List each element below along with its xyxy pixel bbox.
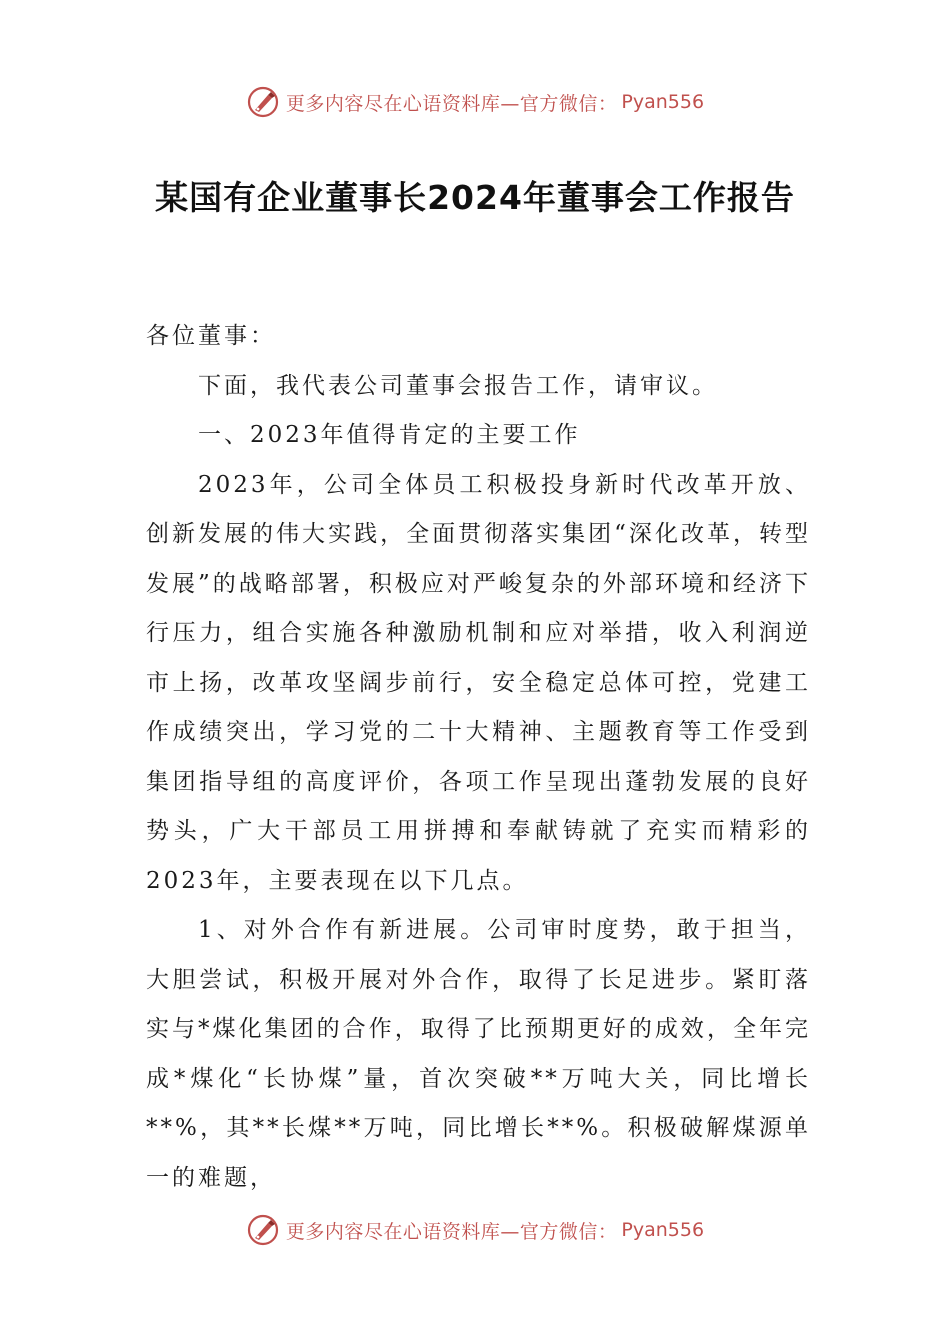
watermark-footer (0, 1210, 950, 1250)
paragraph-cooperation: 1、对外合作有新进展。公司审时度势，敢于担当，大胆尝试，积极开展对外合作，取得了长足进步。紧盯落实与*煤化集团的合作，取得了比预期更好的成效，全年完成*煤化“长协煤”量，首次突破**万吨大关，同比增长**%，其**长煤**万吨，同比增长**%。积极破解煤源单一的难题， (146, 917, 811, 1191)
watermark-text: 更多内容尽在心语资料库—官方微信： (285, 92, 618, 115)
pen-nib-logo-icon (246, 1213, 280, 1247)
paragraph-intro: 下面，我代表公司董事会报告工作，请审议。 (198, 372, 718, 399)
pen-nib-logo-icon (246, 85, 280, 119)
watermark-header (0, 82, 950, 122)
document-title: 某国有企业董事长2024年董事会工作报告 (155, 178, 795, 217)
salutation: 各位董事： (146, 323, 276, 349)
document-body (146, 312, 811, 1203)
watermark-text: 更多内容尽在心语资料库—官方微信： (285, 1220, 618, 1243)
watermark-wechat-id: Pyan556 (621, 91, 705, 113)
watermark-wechat-id: Pyan556 (621, 1219, 705, 1241)
paragraph-summary-2023: 2023年，公司全体员工积极投身新时代改革开放、创新发展的伟大实践，全面贯彻落实集团“深化改革，转型发展”的战略部署，积极应对严峻复杂的外部环境和经济下行压力，组合实施各种激励机制和应对举措，收入利润逆市上扬，改革攻坚阔步前行，安全稳定总体可控，党建工作成绩突出，学习党的二十大精神、主题教育等工作受到集团指导组的高度评价，各项工作呈现出蓬勃发展的良好势头，广大干部员工用拼搏和奉献铸就了充实而精彩的2023年，主要表现在以下几点。 (146, 471, 811, 894)
section-heading: 一、2023年值得肯定的主要工作 (198, 422, 581, 448)
